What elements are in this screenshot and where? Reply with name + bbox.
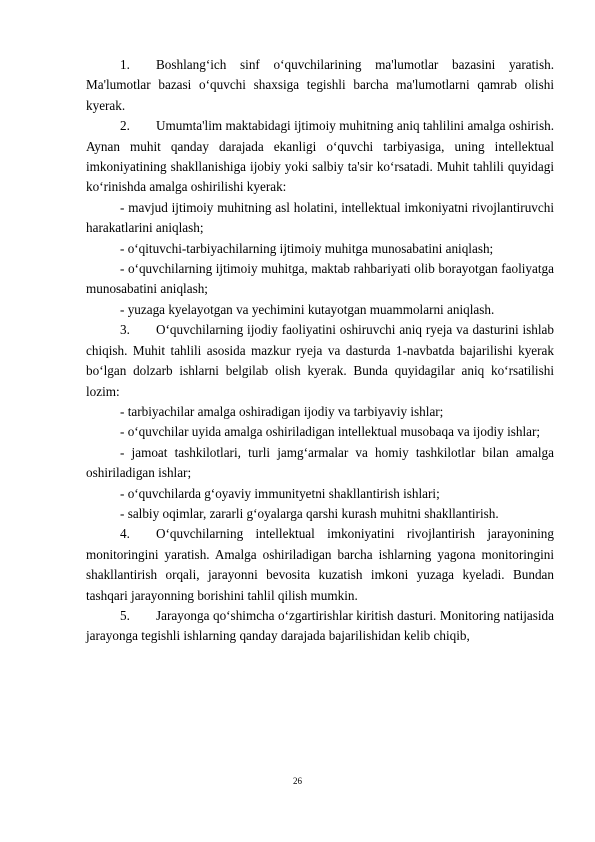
bullet-item — [86, 198, 554, 239]
list-number: 1. — [120, 57, 130, 72]
bullet-item — [86, 239, 554, 259]
paragraph-text: Jarayonga qo‘shimcha o‘zgartirishlar kiritish dasturi. Monitoring natijasida jarayonga tegishli ishlarning qanday darajada bajarilishidan kelib chiqib, — [86, 607, 554, 644]
bullet-item — [86, 443, 554, 484]
bullet-item — [86, 300, 554, 320]
list-number: 3. — [120, 322, 130, 338]
paragraph-text: - yuzaga kyelayotgan va yechimini kutayotgan muammolarni aniqlash. — [120, 301, 495, 317]
paragraph-1 — [86, 55, 554, 116]
bullet-item — [86, 259, 554, 300]
document-body — [86, 55, 554, 647]
paragraph-5 — [86, 606, 554, 647]
list-number: 5. — [120, 607, 130, 623]
paragraph-text: - tarbiyachilar amalga oshiradigan ijodiy va tarbiyaviy ishlar; — [120, 403, 444, 419]
bullet-item — [86, 484, 554, 504]
paragraph-text: O‘quvchilarning intellektual imkoniyatini rivojlantirish jarayonining monitoringini yaratish. Amalga oshiriladigan barcha ishlarning yagona monitoringini shakllantirish orqali, jarayonni bevosita kuzatish imkoni yuzaga kyeladi. Bundan tashqari jarayonning borishini tahlil qilish mumkin. — [86, 526, 554, 603]
paragraph-text: - salbiy oqimlar, zararli g‘oyalarga qarshi kurash muhitni shakllantirish. — [120, 505, 499, 521]
bullet-item — [86, 402, 554, 422]
paragraph-text: - o‘quvchilarning ijtimoiy muhitga, maktab rahbariyati olib borayotgan faoliyatga munosabatini aniqlash; — [86, 261, 554, 297]
bullet-item — [86, 504, 554, 524]
paragraph-2 — [86, 116, 554, 198]
paragraph-text: O‘quvchilarning ijodiy faoliyatini oshiruvchi aniq ryeja va dasturini ishlab chiqish. Muhit tahlili asosida mazkur ryeja va dasturda 1-navbatda bajarilishi kyerak bo‘lgan dolzarb ishlarni belgilab olish kyerak. Bunda quyidagilar aniq ko‘rsatilishi lozim: — [86, 322, 554, 399]
paragraph-text: - o‘qituvchi-tarbiyachilarning ijtimoiy muhitga munosabatini aniqlash; — [120, 240, 494, 256]
list-number: 2. — [120, 118, 130, 134]
paragraph-text: - mavjud ijtimoiy muhitning asl holatini, intellektual imkoniyatni rivojlantiruvchi harakatlarini aniqlash; — [86, 199, 554, 236]
paragraph-text: Boshlang‘ich sinf o‘quvchilarining ma'lumotlar bazasini yaratish. Ma'lumotlar bazasi o‘quvchi shaxsiga tegishli barcha ma'lumotlarni qamrab olishi kyerak. — [86, 57, 554, 113]
page-number: 26 — [293, 776, 302, 786]
paragraph-text: - o‘quvchilar uyida amalga oshiriladigan intellektual musobaqa va ijodiy ishlar; — [120, 424, 541, 440]
paragraph-4 — [86, 524, 554, 606]
paragraph-text: - jamoat tashkilotlari, turli jamg‘armalar va homiy tashkilotlar bilan amalga oshiriladigan ishlar; — [86, 444, 554, 481]
bullet-item — [86, 422, 554, 442]
paragraph-text: Umumta'lim maktabidagi ijtimoiy muhitning aniq tahlilini amalga oshirish. Aynan muhit qanday darajada ekanligi o‘quvchi tarbiyasiga, uning intellektual imkoniyatining shakllanishiga ijobiy yoki salbiy ta'sir ko‘rsatadi. Muhit tahlili quyidagi ko‘rinishda amalga oshirilishi kyerak: — [86, 118, 554, 195]
paragraph-text: - o‘quvchilarda g‘oyaviy immunityetni shakllantirish ishlari; — [120, 485, 440, 501]
list-number: 4. — [120, 526, 130, 542]
paragraph-3 — [86, 320, 554, 402]
